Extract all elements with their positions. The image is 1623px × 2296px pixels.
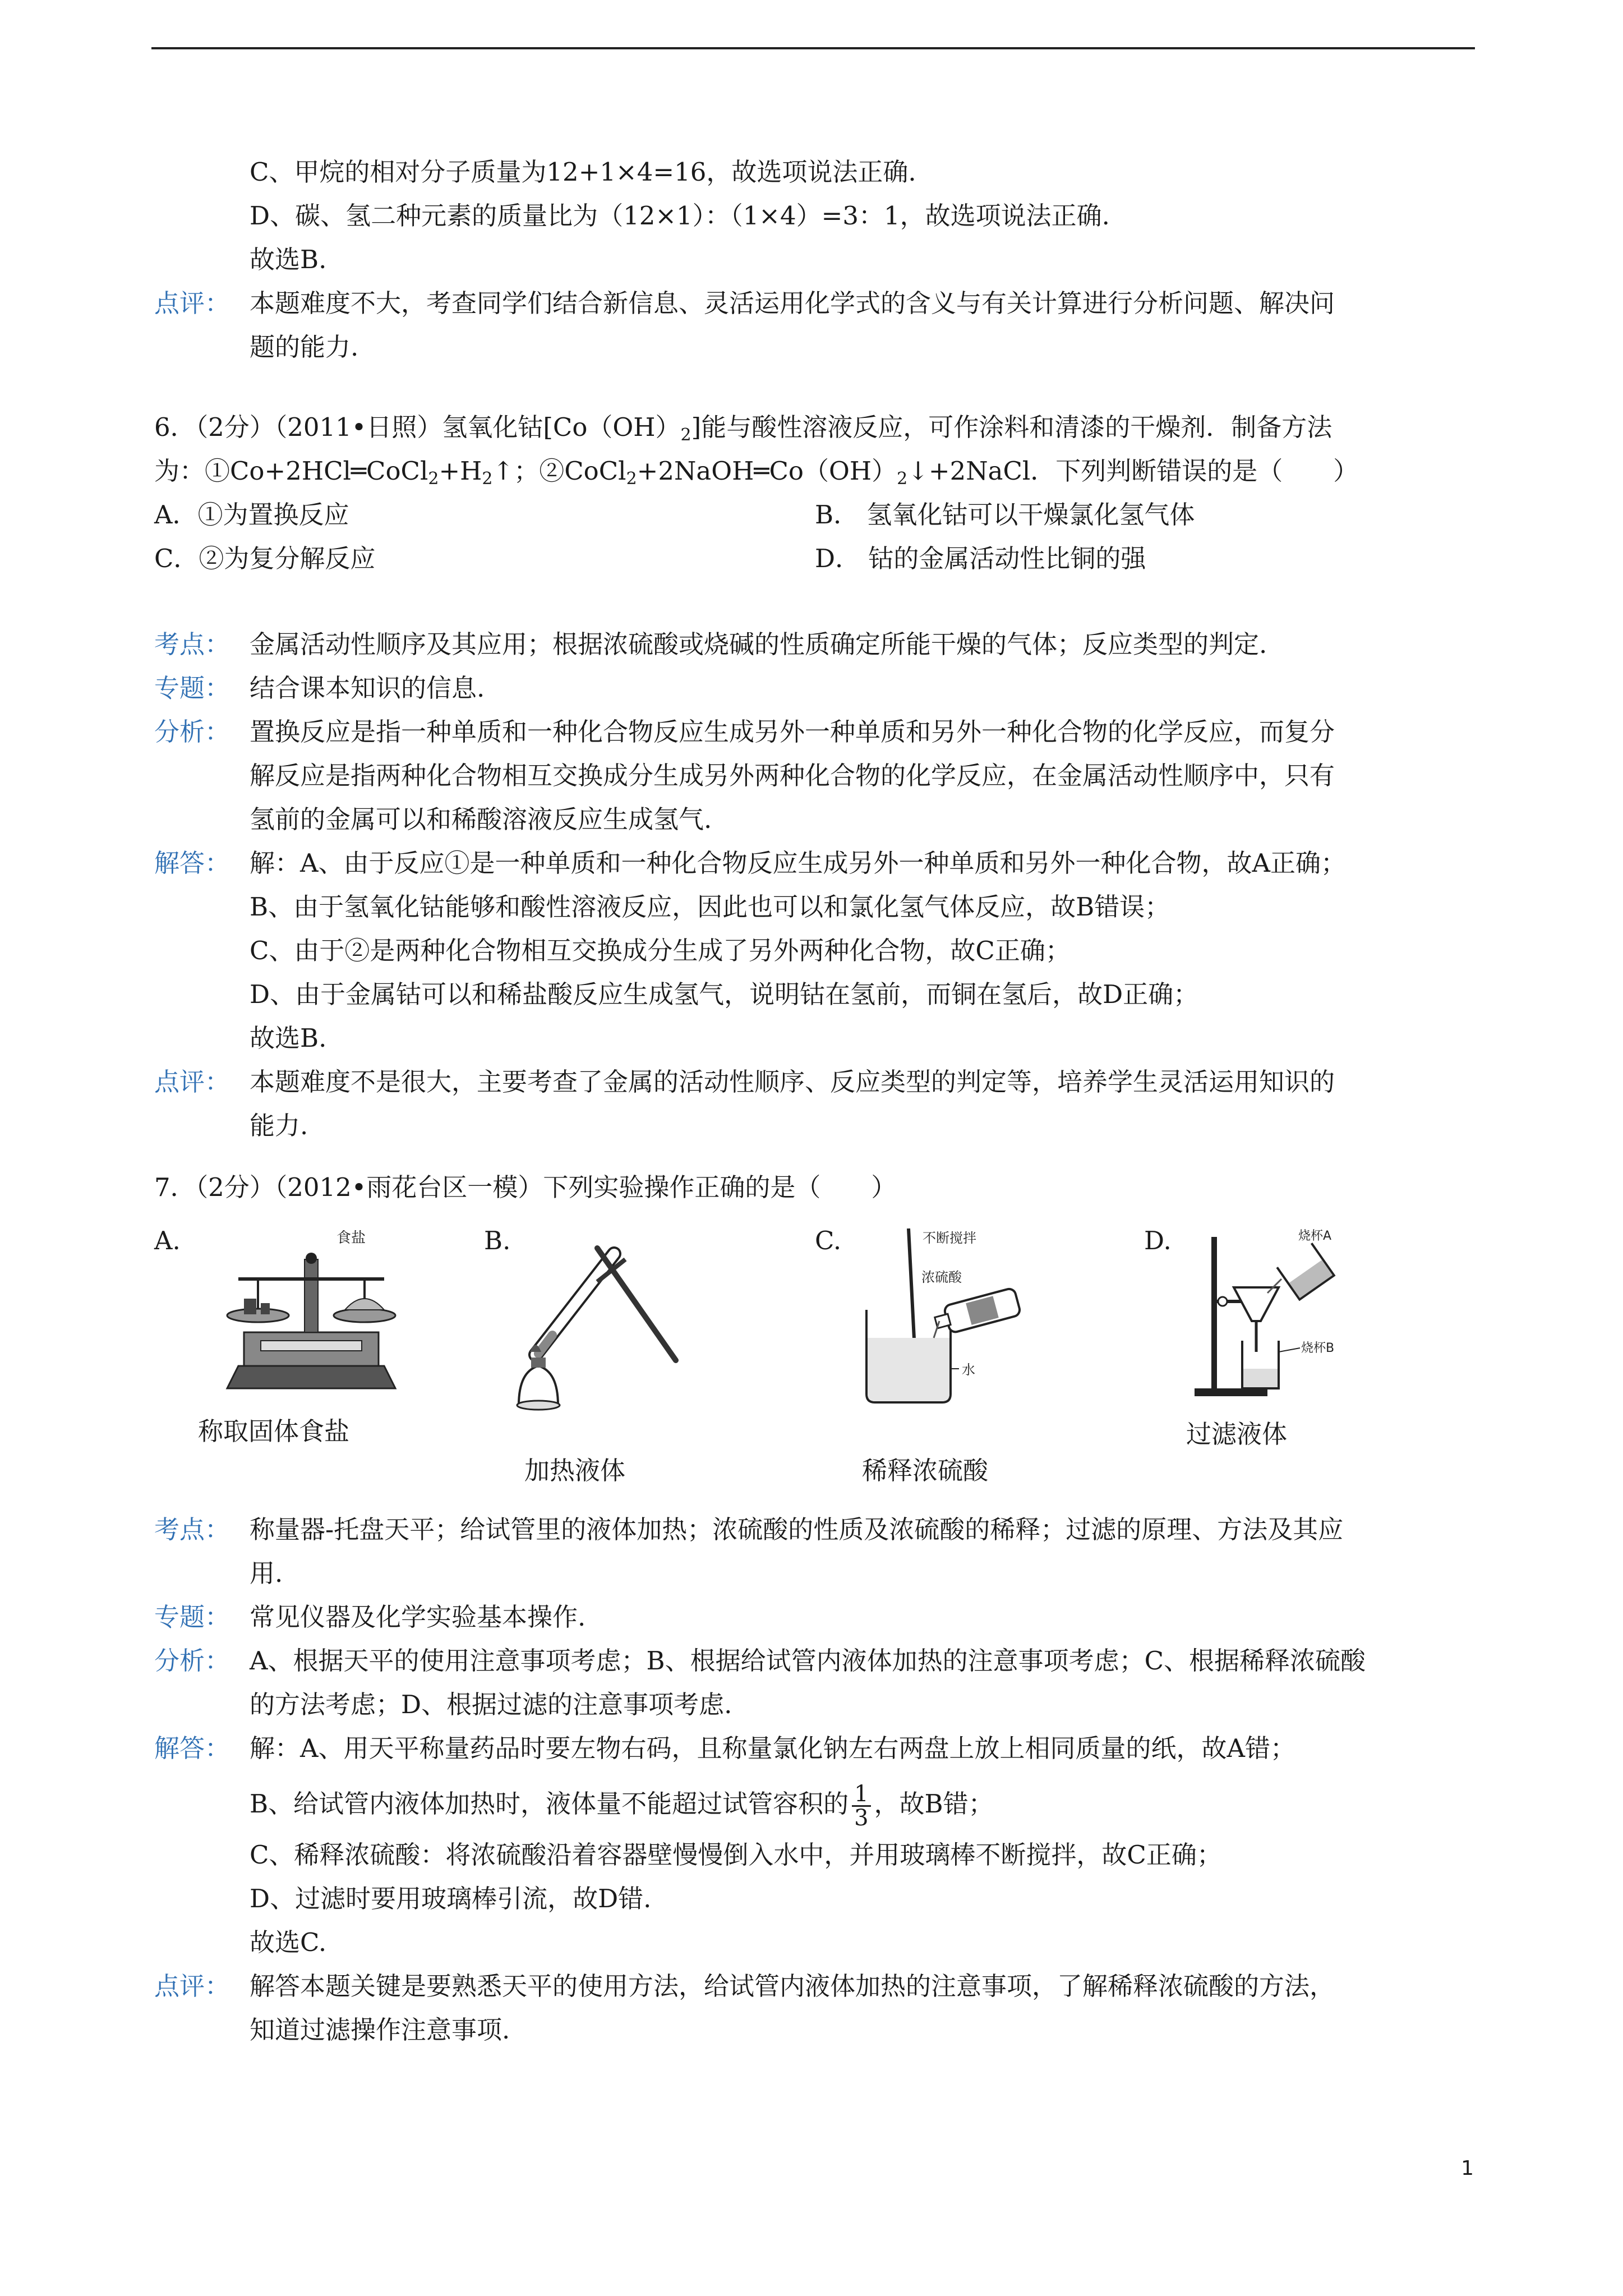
q7-zhuanti-label: 专题： <box>154 1602 230 1632</box>
q6-jieda-label: 解答： <box>154 848 230 878</box>
fig-d-beaker-a-text: 烧杯A <box>1298 1229 1332 1243</box>
q6-option-c: C．②为复分解反应 <box>154 544 376 573</box>
fig-c-acid-text: 浓硫酸 <box>921 1269 962 1285</box>
q6-fenxi-label: 分析： <box>154 717 230 747</box>
q7-fenxi-line-2: 的方法考虑；D、根据过滤的注意事项考虑. <box>250 1690 732 1719</box>
q6-dianping-line-1: 本题难度不是很大，主要考查了金属的活动性顺序、反应类型的判定等，培养学生灵活运用知识的 <box>250 1067 1335 1097</box>
heating-figure <box>513 1237 693 1422</box>
fig-c-caption: 稀释浓硫酸 <box>862 1456 989 1485</box>
q7-figures <box>154 1226 1475 1484</box>
q6-zhuanti: 结合课本知识的信息. <box>250 673 485 703</box>
balance-figure <box>205 1226 418 1405</box>
page-number: 1 <box>1461 2157 1474 2180</box>
test-tube-heating-icon <box>513 1237 693 1422</box>
q7-jieda-line-5: 故选C. <box>250 1927 327 1957</box>
q6-option-d: D． 钴的金属活动性比铜的强 <box>815 544 1146 573</box>
fig-b-caption: 加热液体 <box>524 1456 626 1485</box>
balance-icon <box>205 1226 418 1405</box>
dilution-figure <box>855 1226 1046 1411</box>
q7-dianping-line-2: 知道过滤操作注意事项. <box>250 2015 510 2045</box>
fig-a-salt-text: 食盐 <box>336 1230 366 1246</box>
q7-jieda-line-2: B、给试管内液体加热时，液体量不能超过试管容积的 $\frac{1}{3}$ ，故B错； <box>250 1781 994 1831</box>
q7-zhuanti: 常见仪器及化学实验基本操作. <box>250 1602 586 1632</box>
fig-a-caption: 称取固体食盐 <box>198 1416 350 1446</box>
fraction-one-third: $\frac{1}{3}$ <box>852 1783 870 1829</box>
q7-kaodian-line-2: 用. <box>250 1558 283 1588</box>
fig-d-beaker-b-text: 烧杯B <box>1301 1341 1335 1355</box>
q6-jieda-line-4: D、由于金属钴可以和稀盐酸反应生成氢气，说明钴在氢前，而铜在氢后，故D正确； <box>250 979 1199 1009</box>
q6-dianping-label: 点评： <box>154 1067 230 1097</box>
q7-kaodian-label: 考点： <box>154 1515 230 1544</box>
q6-kaodian: 金属活动性顺序及其应用；根据浓硫酸或烧碱的性质确定所能干燥的气体；反应类型的判定. <box>250 629 1267 659</box>
acid-dilution-icon <box>855 1226 1046 1411</box>
fig-c-stir-text: 不断搅拌 <box>923 1230 976 1246</box>
q7-stem: 7．（2分）（2012•雨花台区一模）下列实验操作正确的是（ ） <box>154 1172 897 1202</box>
q6-jieda-line-2: B、由于氢氧化钴能够和酸性溶液反应，因此也可以和氯化氢气体反应，故B错误； <box>250 892 1170 922</box>
q6-stem-line-2: 为：$①Co+2HCl═CoCl_2+H_2↑$；$②CoCl_2+2NaOH═Co(OH)_2↓+2NaCl$．下列判断错误的是（ ） <box>154 456 1359 489</box>
prev-review-line-1: 本题难度不大，考查同学们结合新信息、灵活运用化学式的含义与有关计算进行分析问题、解决问 <box>250 288 1335 318</box>
q6-jieda-line-5: 故选B. <box>250 1023 327 1053</box>
q7-fig-a-label: A. <box>154 1226 181 1255</box>
q6-dianping-line-2: 能力. <box>250 1111 308 1140</box>
q6-fenxi-line-1: 置换反应是指一种单质和一种化合物反应生成另外一种单质和另外一种化合物的化学反应，而复分 <box>250 717 1335 747</box>
q6-stem-line-1: 6．（2分）（2011•日照）氢氧化钴$[Co(OH)_2]$能与酸性溶液反应，可作涂料和清漆的干燥剂．制备方法 <box>154 412 1332 445</box>
q6-jieda-line-3: C、由于②是两种化合物相互交换成分生成了另外两种化合物，故C正确； <box>250 936 1071 965</box>
header-rule <box>151 47 1475 49</box>
prev-answer: 故选B. <box>250 245 327 274</box>
fig-c-water-text: 水 <box>962 1362 975 1378</box>
q7-jieda-label: 解答： <box>154 1733 230 1763</box>
q7-kaodian-line-1: 称量器-托盘天平；给试管里的液体加热；浓硫酸的性质及浓硫酸的稀释；过滤的原理、方法及其应 <box>250 1515 1344 1544</box>
filtration-figure <box>1189 1226 1368 1405</box>
q7-fig-d-label: D. <box>1144 1226 1172 1255</box>
q6-jieda-line-1: 解：A、由于反应①是一种单质和一种化合物反应生成另外一种单质和另外一种化合物，故A正确； <box>250 848 1346 878</box>
filtration-icon <box>1189 1226 1368 1405</box>
q7-jieda-line-3: C、稀释浓硫酸：将浓硫酸沿着容器壁慢慢倒入水中，并用玻璃棒不断搅拌，故C正确； <box>250 1840 1222 1870</box>
prev-option-d: D、碳、氢二种元素的质量比为（12×1）：（1×4）=3：1，故选项说法正确. <box>250 201 1110 231</box>
prev-option-c: C、甲烷的相对分子质量为12+1×4=16，故选项说法正确. <box>250 157 916 187</box>
q6-option-b: B． 氢氧化钴可以干燥氯化氢气体 <box>815 500 1195 530</box>
q7-fig-c-label: C. <box>815 1226 842 1255</box>
q7-fenxi-line-1: A、根据天平的使用注意事项考虑；B、根据给试管内液体加热的注意事项考虑；C、根据稀释浓硫酸 <box>250 1646 1366 1676</box>
prev-review-line-2: 题的能力. <box>250 332 359 362</box>
q6-option-a: A．①为置换反应 <box>154 500 349 530</box>
q7-dianping-label: 点评： <box>154 1971 230 2001</box>
q7-dianping-line-1: 解答本题关键是要熟悉天平的使用方法，给试管内液体加热的注意事项，了解稀释浓硫酸的方法， <box>250 1971 1335 2001</box>
q6-zhuanti-label: 专题： <box>154 673 230 703</box>
q7-jieda-line-1: 解：A、用天平称量药品时要左物右码，且称量氯化钠左右两盘上放上相同质量的纸，故A错； <box>250 1733 1295 1763</box>
q6-kaodian-label: 考点： <box>154 629 230 659</box>
prev-review-label: 点评： <box>154 288 230 318</box>
fig-d-caption: 过滤液体 <box>1186 1419 1288 1449</box>
q7-fig-b-label: B. <box>484 1226 511 1255</box>
q7-jieda-line-4: D、过滤时要用玻璃棒引流，故D错. <box>250 1884 652 1913</box>
q6-fenxi-line-2: 解反应是指两种化合物相互交换成分生成另外两种化合物的化学反应，在金属活动性顺序中，只有 <box>250 761 1335 790</box>
q7-fenxi-label: 分析： <box>154 1646 230 1676</box>
q6-fenxi-line-3: 氢前的金属可以和稀酸溶液反应生成氢气. <box>250 804 712 834</box>
